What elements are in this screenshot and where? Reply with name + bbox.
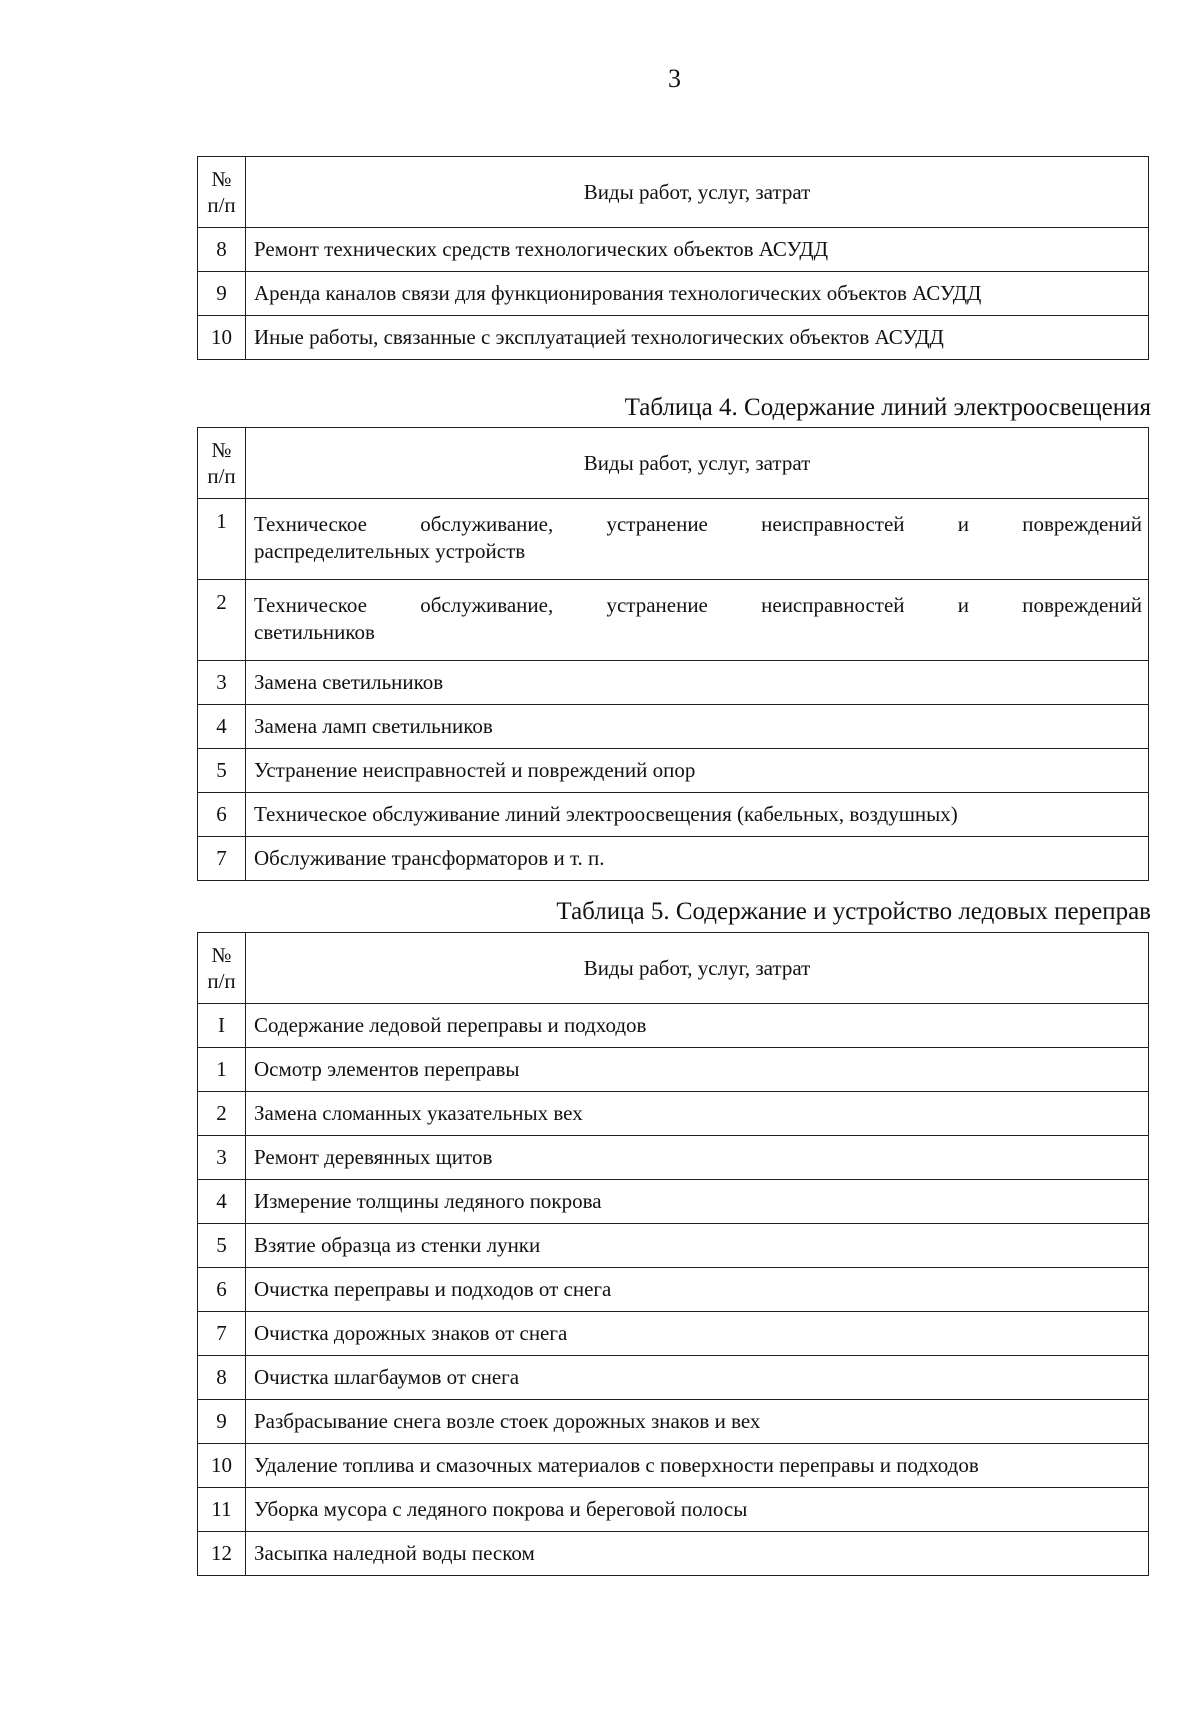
table-row bbox=[198, 1180, 1149, 1224]
row-text bbox=[246, 499, 1149, 580]
row-number: 6 bbox=[198, 1268, 246, 1312]
column-header-work-types: Виды работ, услуг, затрат bbox=[246, 428, 1149, 499]
row-text: Иные работы, связанные с эксплуатацией технологических объектов АСУДД bbox=[246, 316, 1149, 360]
row-text: Взятие образца из стенки лунки bbox=[246, 1224, 1149, 1268]
row-text: Удаление топлива и смазочных материалов с поверхности переправы и подходов bbox=[246, 1444, 1149, 1488]
table-row bbox=[198, 1092, 1149, 1136]
row-number: 1 bbox=[198, 1048, 246, 1092]
table-row bbox=[198, 1224, 1149, 1268]
table-row bbox=[198, 1136, 1149, 1180]
row-text-line-2: светильников bbox=[254, 620, 375, 644]
row-text bbox=[246, 580, 1149, 661]
row-number: 3 bbox=[198, 1136, 246, 1180]
row-number: 3 bbox=[198, 661, 246, 705]
pp-label: п/п bbox=[207, 193, 236, 217]
table-row bbox=[198, 1356, 1149, 1400]
row-number: 1 bbox=[198, 499, 246, 580]
row-text: Обслуживание трансформаторов и т. п. bbox=[246, 837, 1149, 881]
row-number: 4 bbox=[198, 705, 246, 749]
row-text: Уборка мусора с ледяного покрова и береговой полосы bbox=[246, 1488, 1149, 1532]
row-text: Аренда каналов связи для функционирования технологических объектов АСУДД bbox=[246, 272, 1149, 316]
row-text: Ремонт деревянных щитов bbox=[246, 1136, 1149, 1180]
number-sign-label: № bbox=[211, 438, 232, 462]
table-row bbox=[198, 1532, 1149, 1576]
row-number: 12 bbox=[198, 1532, 246, 1576]
row-number: I bbox=[198, 1004, 246, 1048]
table-row bbox=[198, 1048, 1149, 1092]
row-text: Осмотр элементов переправы bbox=[246, 1048, 1149, 1092]
table-5-caption: Таблица 5. Содержание и устройство ледовых переправ bbox=[556, 898, 1151, 925]
table-row bbox=[198, 661, 1149, 705]
row-number: 10 bbox=[198, 1444, 246, 1488]
row-text-line-1: Техническое обслуживание, устранение неисправностей и повреждений bbox=[254, 593, 1142, 617]
table-row bbox=[198, 316, 1149, 360]
row-text: Измерение толщины ледяного покрова bbox=[246, 1180, 1149, 1224]
table-3-continuation bbox=[197, 156, 1149, 360]
row-number: 2 bbox=[198, 580, 246, 661]
column-header-number bbox=[198, 933, 246, 1004]
row-number: 5 bbox=[198, 1224, 246, 1268]
table-row bbox=[198, 837, 1149, 881]
table-4 bbox=[197, 427, 1149, 881]
table-row bbox=[198, 1400, 1149, 1444]
row-number: 8 bbox=[198, 1356, 246, 1400]
table-header-row bbox=[198, 933, 1149, 1004]
row-text-line-2: распределительных устройств bbox=[254, 539, 526, 563]
table-row bbox=[198, 499, 1149, 580]
row-text: Замена светильников bbox=[246, 661, 1149, 705]
row-number: 2 bbox=[198, 1092, 246, 1136]
table-row bbox=[198, 580, 1149, 661]
row-text: Очистка переправы и подходов от снега bbox=[246, 1268, 1149, 1312]
row-text-line-1: Техническое обслуживание, устранение неисправностей и повреждений bbox=[254, 512, 1142, 536]
row-text: Разбрасывание снега возле стоек дорожных знаков и вех bbox=[246, 1400, 1149, 1444]
pp-label: п/п bbox=[207, 969, 236, 993]
number-sign-label: № bbox=[211, 167, 232, 191]
table-row bbox=[198, 705, 1149, 749]
table-header-row bbox=[198, 428, 1149, 499]
row-text: Ремонт технических средств технологических объектов АСУДД bbox=[246, 228, 1149, 272]
row-text: Замена сломанных указательных вех bbox=[246, 1092, 1149, 1136]
table-row bbox=[198, 272, 1149, 316]
table-header-row bbox=[198, 157, 1149, 228]
row-number: 4 bbox=[198, 1180, 246, 1224]
row-number: 9 bbox=[198, 272, 246, 316]
table-row bbox=[198, 1444, 1149, 1488]
row-number: 10 bbox=[198, 316, 246, 360]
row-number: 9 bbox=[198, 1400, 246, 1444]
row-number: 7 bbox=[198, 1312, 246, 1356]
row-text: Очистка дорожных знаков от снега bbox=[246, 1312, 1149, 1356]
row-number: 5 bbox=[198, 749, 246, 793]
column-header-work-types: Виды работ, услуг, затрат bbox=[246, 157, 1149, 228]
row-number: 11 bbox=[198, 1488, 246, 1532]
row-text: Очистка шлагбаумов от снега bbox=[246, 1356, 1149, 1400]
row-number: 6 bbox=[198, 793, 246, 837]
row-number: 8 bbox=[198, 228, 246, 272]
row-text: Содержание ледовой переправы и подходов bbox=[246, 1004, 1149, 1048]
page-number: 3 bbox=[668, 64, 681, 93]
table-row bbox=[198, 1004, 1149, 1048]
row-text: Устранение неисправностей и повреждений опор bbox=[246, 749, 1149, 793]
table-row bbox=[198, 1488, 1149, 1532]
column-header-work-types: Виды работ, услуг, затрат bbox=[246, 933, 1149, 1004]
table-row bbox=[198, 749, 1149, 793]
table-row bbox=[198, 1268, 1149, 1312]
table-row bbox=[198, 1312, 1149, 1356]
table-5 bbox=[197, 932, 1149, 1576]
table-row bbox=[198, 793, 1149, 837]
row-text: Засыпка наледной воды песком bbox=[246, 1532, 1149, 1576]
column-header-number bbox=[198, 428, 246, 499]
row-text: Техническое обслуживание линий электроосвещения (кабельных, воздушных) bbox=[246, 793, 1149, 837]
row-number: 7 bbox=[198, 837, 246, 881]
column-header-number bbox=[198, 157, 246, 228]
row-text: Замена ламп светильников bbox=[246, 705, 1149, 749]
table-row bbox=[198, 228, 1149, 272]
table-4-caption: Таблица 4. Содержание линий электроосвещения bbox=[624, 394, 1151, 421]
pp-label: п/п bbox=[207, 464, 236, 488]
number-sign-label: № bbox=[211, 943, 232, 967]
